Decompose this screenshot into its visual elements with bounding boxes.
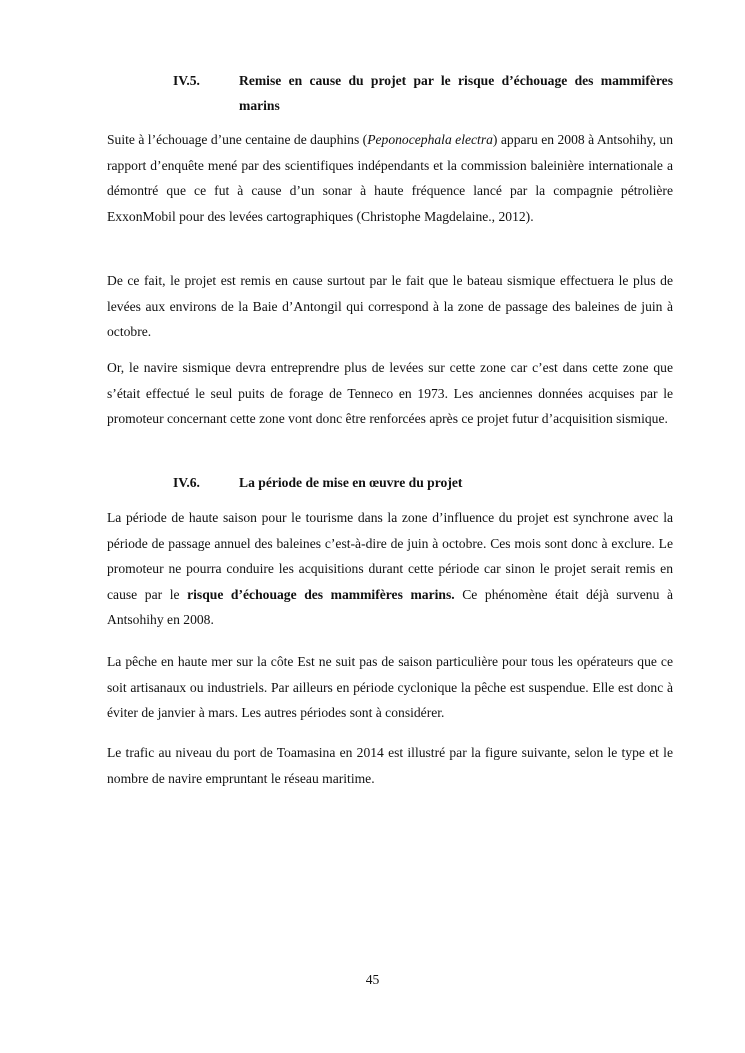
paragraph-seismic-survey: Or, le navire sismique devra entreprendre plus de levées sur cette zone car c’est dans cette zone que s’était effectué le seul puits de forage de Tenneco en 1973. Les anciennes données acquises par le promoteur concernant cette zone vont donc être renforcées après ce projet futur d’acquisition sismique. — [107, 360, 673, 427]
paragraph-1-text-end: ) apparu en 2008 à Antsohihy, un rapport d’enquête mené par des scientifiques indépendants et la commission baleinière internationale a démontré que ce fut à cause d’un sonar à haute fréquence lancé par la compagnie pétrolière ExxonMobil pour des levées cartographiques (Christophe Magdelaine., 2012). — [107, 132, 673, 224]
species-name: Peponocephala electra — [367, 132, 493, 147]
section-number-iv6: IV.6. — [173, 475, 200, 490]
section-title-iv6: La période de mise en œuvre du projet — [239, 475, 463, 490]
stranding-risk-emphasis: risque d’échouage des mammifères marins. — [187, 586, 455, 602]
paragraph-project-questioned: De ce fait, le projet est remis en cause surtout par le fait que le bateau sismique effectuera le plus de levées aux environs de la Baie d’Antongil qui correspond à la zone de passage des baleines de juin à octobre. — [107, 273, 673, 340]
paragraph-tourism-season — [107, 505, 673, 633]
section-number-iv5: IV.5. — [173, 73, 200, 88]
paragraph-4-text-start: La période de haute saison pour le tourisme dans la zone d’influence du projet est synchrone avec la période de passage annuel des baleines c’est-à-dire de juin à octobre. Ces mois sont donc à exclure. Le promoteur ne pourra conduire les acquisitions durant cette période car sinon le projet serait remis en cause par le — [107, 510, 673, 602]
paragraph-1-text-start: Suite à l’échouage d’une centaine de dauphins ( — [107, 132, 368, 147]
page-number: 45 — [365, 972, 380, 987]
paragraph-port-traffic: Le trafic au niveau du port de Toamasina en 2014 est illustré par la figure suivante, selon le type et le nombre de navire empruntant le réseau maritime. — [107, 745, 673, 786]
paragraph-4-text-end: Ce phénomène était déjà survenu à Antsohihy en 2008. — [107, 586, 673, 628]
section-heading-iv6 — [173, 470, 462, 495]
paragraph-dolphin-stranding — [107, 127, 673, 229]
paragraph-fishing-season: La pêche en haute mer sur la côte Est ne suit pas de saison particulière pour tous les opérateurs que ce soit artisanaux ou industriels. Par ailleurs en période cyclonique la pêche est suspendue. Elle est donc à éviter de janvier à mars. Les autres périodes sont à considérer. — [107, 654, 673, 721]
section-title-iv5: Remise en cause du projet par le risque d’échouage des mammifères marins — [239, 73, 673, 113]
